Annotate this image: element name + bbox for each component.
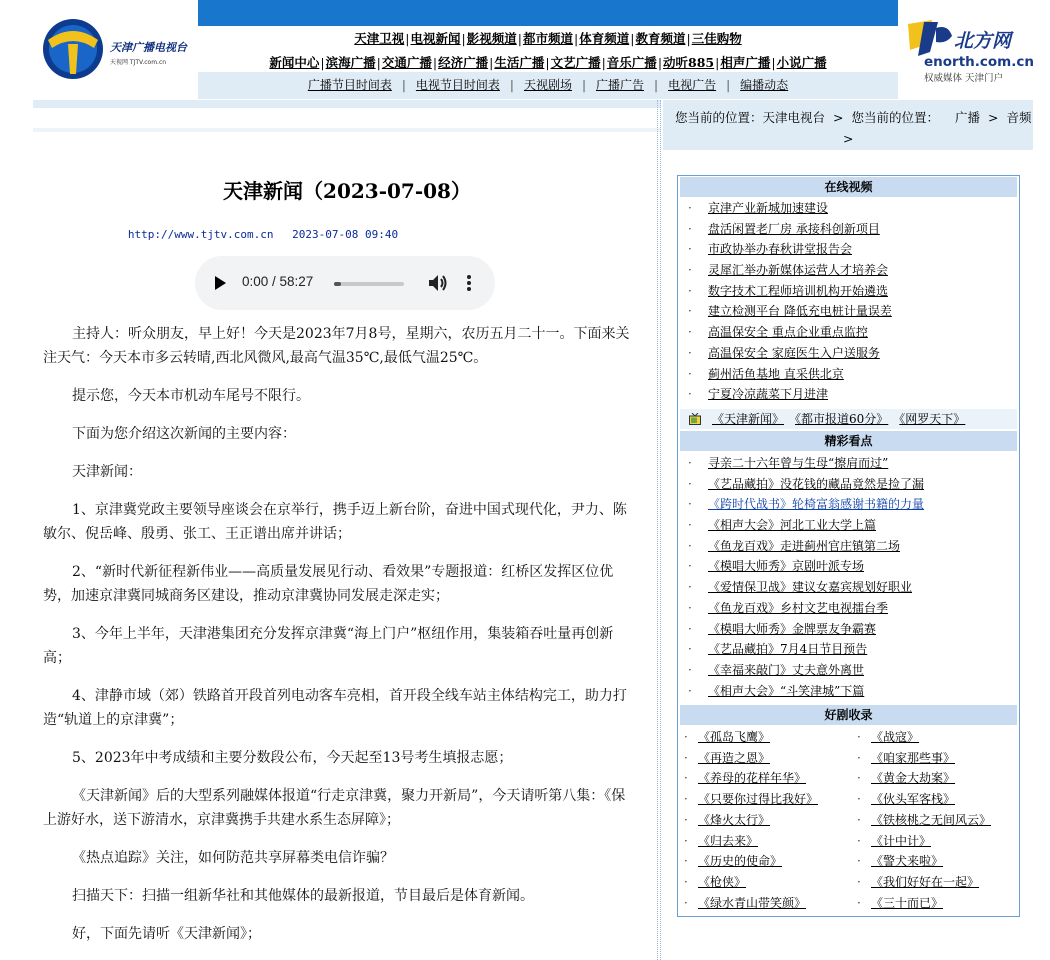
drama-item-link[interactable]: 《战寇》	[871, 730, 920, 744]
drama-item-link[interactable]: 《绿水青山带笑颜》	[698, 895, 807, 910]
radio-nav-link[interactable]: 经济广播	[438, 55, 489, 70]
enorth-logo-name: 北方网	[954, 30, 1012, 52]
online-video-item-link[interactable]: 建立检测平台 降低充电桩计量误差	[708, 304, 892, 319]
drama-item[interactable]	[857, 831, 1017, 852]
drama-item-link[interactable]: 《三十而已》	[871, 895, 944, 910]
article-title: 天津新闻（2023-07-08）	[223, 179, 471, 203]
bullet-icon: ·	[688, 366, 692, 381]
drama-item[interactable]	[684, 727, 844, 748]
sub-nav-link[interactable]: 编播动态	[740, 78, 789, 92]
highlight-item[interactable]	[688, 577, 1018, 598]
sub-nav	[198, 72, 898, 99]
main-nav-link[interactable]: 电视新闻	[410, 31, 461, 46]
highlight-item[interactable]	[688, 619, 1018, 640]
drama-item-link[interactable]: 《养母的花样年华》	[698, 771, 807, 786]
online-video-item[interactable]	[688, 260, 1018, 281]
breadcrumb-trailing-sep: >	[843, 131, 854, 146]
highlight-item[interactable]	[688, 453, 1018, 474]
highlight-item[interactable]	[688, 474, 1018, 495]
audio-time: 0:00 / 58:27	[242, 274, 314, 289]
drama-item-link[interactable]: 《归去来》	[698, 833, 759, 848]
article-paragraph: 提示您，今天本市机动车尾号不限行。	[72, 388, 310, 404]
bullet-icon: ·	[688, 538, 692, 553]
highlight-item-link[interactable]: 《模唱大师秀》京剧叶派专场	[708, 559, 865, 574]
bullet-icon: ·	[857, 874, 861, 889]
article-paragraph: 好，下面先请听《天津新闻》；	[72, 926, 261, 942]
dramas-heading: 好剧收录	[680, 705, 1017, 725]
column-divider	[657, 100, 661, 960]
bullet-icon: ·	[684, 792, 688, 807]
online-video-item-link[interactable]: 数字技术工程师培训机构开始遴选	[708, 283, 889, 298]
highlight-item[interactable]	[688, 556, 1018, 577]
bullet-icon: ·	[688, 662, 692, 677]
online-video-item-link[interactable]: 灵犀汇举办新媒体运营人才培养会	[708, 263, 889, 278]
main-nav	[198, 26, 898, 72]
radio-nav-link[interactable]: 动听885	[663, 55, 715, 70]
sub-nav-link[interactable]: 电视广告	[668, 78, 717, 92]
more-options-icon[interactable]	[465, 274, 473, 292]
nav-separator: |	[489, 55, 494, 70]
audio-progress-fill	[334, 282, 341, 286]
drama-item-link[interactable]: 《孤岛飞鹰》	[698, 730, 771, 744]
highlight-item-link[interactable]: 《鱼龙百戏》乡村文艺电视擂台季	[708, 600, 889, 615]
sub-nav-link[interactable]: 广播节目时间表	[307, 78, 392, 92]
drama-item[interactable]	[857, 851, 1017, 872]
highlight-item[interactable]	[688, 598, 1018, 619]
drama-item-link[interactable]: 《枪侠》	[698, 874, 747, 889]
radio-nav-link[interactable]: 小说广播	[776, 55, 827, 70]
breadcrumb-sep: >	[988, 110, 999, 125]
online-video-item[interactable]	[688, 301, 1018, 322]
bullet-icon: ·	[688, 621, 692, 636]
radio-nav-link[interactable]: 新闻中心	[269, 55, 320, 70]
online-video-item-link[interactable]: 市政协举办春秋讲堂报告会	[708, 242, 853, 257]
highlight-item[interactable]	[688, 515, 1018, 536]
program-links	[680, 409, 1017, 429]
online-video-item-link[interactable]: 宁夏冷凉蔬菜下月进津	[708, 387, 829, 402]
bullet-icon: ·	[684, 812, 688, 827]
highlight-item-link[interactable]: 《爱情保卫战》建议女嘉宾规划好职业	[708, 580, 913, 595]
bullet-icon: ·	[684, 771, 688, 786]
bullet-icon: ·	[688, 345, 692, 360]
highlight-item-link[interactable]: 《艺品藏拍》7月4日节目预告	[708, 642, 868, 657]
sub-nav-link[interactable]: 电视节目时间表	[415, 78, 500, 92]
nav-top-bar	[198, 0, 898, 26]
article-paragraph: 《天津新闻》后的大型系列融媒体报道“行走京津冀，聚力开新局”，今天请听第八集：《保上游好水，送下游清水，京津冀携手共建水系生态屏障》；	[43, 788, 626, 828]
highlight-item[interactable]	[688, 639, 1018, 660]
online-video-heading: 在线视频	[680, 177, 1017, 197]
article-paragraph: 4、津静市域（郊）铁路首开段首列电动客车亮相，首开段全线车站主体结构完工，助力打造“轨道上的京津冀”；	[43, 688, 627, 728]
online-video-list	[688, 198, 1018, 405]
nav-separator: |	[545, 55, 550, 70]
drama-item[interactable]	[857, 727, 1017, 748]
nav-separator: |	[517, 31, 522, 46]
article-paragraph: 5、2023年中考成绩和主要分数段公布，今天起至13号考生填报志愿；	[72, 750, 513, 766]
bullet-icon: ·	[688, 263, 692, 278]
highlight-item-link[interactable]: 《相声大会》河北工业大学上篇	[708, 518, 877, 533]
enorth-logo-slogan: 权威媒体 天津门户	[924, 73, 1004, 84]
bullet-icon: ·	[688, 221, 692, 236]
nav-separator: |	[630, 31, 635, 46]
article-datetime: 2023-07-08 09:40	[292, 228, 399, 241]
nav-separator: |	[509, 78, 514, 92]
breadcrumb-gap	[939, 110, 955, 125]
content-top-strip-2	[33, 128, 661, 132]
breadcrumb	[663, 100, 1033, 150]
article-body	[43, 322, 637, 960]
bullet-icon: ·	[684, 730, 688, 744]
highlight-item[interactable]	[688, 660, 1018, 681]
drama-item-link[interactable]: 《黄金大劫案》	[871, 771, 956, 786]
drama-item[interactable]	[857, 768, 1017, 789]
online-video-item[interactable]	[688, 239, 1018, 260]
sub-nav-link[interactable]: 广播广告	[596, 78, 645, 92]
highlights-list	[688, 453, 1018, 701]
radio-nav-link[interactable]: 交通广播	[381, 55, 432, 70]
enorth-logo-domain: enorth.com.cn	[924, 54, 1034, 70]
bullet-icon: ·	[684, 833, 688, 848]
content-top-strip	[33, 100, 661, 108]
program-link[interactable]: 《网罗天下》	[899, 412, 966, 426]
drama-item-link[interactable]: 《伙头军客栈》	[871, 792, 956, 807]
drama-item[interactable]	[684, 768, 844, 789]
drama-item[interactable]	[684, 893, 844, 914]
bullet-icon: ·	[688, 497, 692, 512]
tjtv-logo-url: 天视网 TJTV.com.cn	[110, 59, 167, 66]
drama-item[interactable]	[684, 851, 844, 872]
breadcrumb-item-location: 您当前的位置：	[851, 110, 940, 125]
article-paragraph: 1、京津冀党政主要领导座谈会在京举行，携手迈上新台阶，奋进中国式现代化，尹力、陈敏尔、倪岳峰、殷勇、张工、王正谱出席并讲话；	[43, 502, 627, 542]
article-paragraph: 主持人：听众朋友，早上好！今天是2023年7月8号，星期六，农历五月二十一。下面来关注天气：今天本市多云转晴,西北风微风,最高气温35℃,最低气温25℃。	[43, 326, 630, 366]
tv-icon	[689, 413, 701, 425]
nav-separator: |	[405, 31, 410, 46]
program-links-text	[712, 409, 976, 429]
site-header	[0, 0, 1050, 100]
highlight-item-link[interactable]: 《相声大会》“斗笑津城”下篇	[708, 683, 865, 698]
highlight-item-link[interactable]: 寻亲二十六年曾与生母“擦肩而过”	[708, 456, 889, 470]
article-paragraph: 天津新闻：	[72, 464, 142, 480]
nav-separator: |	[574, 31, 579, 46]
radio-nav-link[interactable]: 滨海广播	[325, 55, 376, 70]
nav-separator: |	[461, 31, 466, 46]
main-nav-link[interactable]: 教育频道	[635, 31, 686, 46]
bullet-icon: ·	[688, 559, 692, 574]
breadcrumb-line-1	[675, 108, 1032, 126]
article-paragraph: 3、今年上半年，天津港集团充分发挥京津冀“海上门户”枢纽作用，集装箱吞吐量再创新高；	[43, 626, 614, 666]
bullet-icon: ·	[688, 642, 692, 657]
bullet-icon: ·	[688, 387, 692, 402]
online-video-item[interactable]	[688, 384, 1018, 405]
drama-item[interactable]	[857, 893, 1017, 914]
drama-item-link[interactable]: 《烽火太行》	[698, 812, 771, 827]
radio-nav-link[interactable]: 相声广播	[720, 55, 771, 70]
radio-nav-link[interactable]: 文艺广播	[550, 55, 601, 70]
bullet-icon: ·	[857, 792, 861, 807]
breadcrumb-sep: >	[833, 110, 844, 125]
online-video-item[interactable]	[688, 281, 1018, 302]
article-meta	[33, 228, 493, 241]
audio-progress-track[interactable]	[334, 282, 404, 286]
breadcrumb-item-audio[interactable]: 音频	[1006, 110, 1032, 125]
highlight-item-link[interactable]: 《鱼龙百戏》走进蓟州官庄镇第二场	[708, 538, 901, 553]
online-video-item-link[interactable]: 盘活闲置老厂房 承接科创新项目	[708, 221, 880, 236]
bullet-icon: ·	[688, 580, 692, 595]
radio-nav-link[interactable]: 音乐广播	[606, 55, 657, 70]
highlight-item[interactable]	[688, 681, 1018, 702]
bullet-icon: ·	[857, 812, 861, 827]
drama-item[interactable]	[857, 748, 1017, 769]
article-source[interactable]: http://www.tjtv.com.cn	[127, 228, 274, 241]
bullet-icon: ·	[688, 304, 692, 319]
breadcrumb-item-radio[interactable]: 广播	[955, 110, 981, 125]
nav-separator: |	[715, 55, 720, 70]
bullet-icon: ·	[684, 895, 688, 910]
online-video-item[interactable]	[688, 343, 1018, 364]
nav-separator: |	[657, 55, 663, 70]
bullet-icon: ·	[857, 730, 861, 744]
sub-nav-link[interactable]: 天视剧场	[523, 78, 572, 92]
highlight-item[interactable]	[688, 536, 1018, 557]
bullet-icon: ·	[688, 283, 692, 298]
drama-item-link[interactable]: 《历史的使命》	[698, 854, 783, 869]
drama-item[interactable]	[857, 810, 1017, 831]
bullet-icon: ·	[684, 854, 688, 869]
online-video-item-link[interactable]: 蓟州活鱼基地 直采供北京	[708, 366, 844, 381]
nav-separator: |	[686, 31, 691, 46]
main-nav-row-2	[198, 53, 898, 71]
bullet-icon: ·	[688, 476, 692, 491]
drama-item-link[interactable]: 《再造之恩》	[698, 750, 771, 765]
drama-item[interactable]	[857, 872, 1017, 893]
play-icon[interactable]	[215, 276, 226, 290]
drama-item-link[interactable]: 《计中计》	[871, 833, 932, 848]
bullet-icon: ·	[684, 874, 688, 889]
article-paragraph: 下面为您介绍这次新闻的主要内容：	[72, 426, 296, 442]
drama-item[interactable]	[684, 748, 844, 769]
online-video-item-link[interactable]: 高温保安全 重点企业重点监控	[708, 325, 868, 340]
drama-item-link[interactable]: 《咱家那些事》	[871, 750, 956, 765]
bullet-icon: ·	[688, 456, 692, 470]
nav-separator: |	[771, 55, 776, 70]
main-nav-link[interactable]: 天津卫视	[354, 31, 405, 46]
bullet-icon: ·	[688, 242, 692, 257]
drama-item-link[interactable]: 《铁核桃之无间风云》	[871, 812, 992, 827]
program-link[interactable]: 《天津新闻》	[712, 412, 785, 426]
main-nav-link[interactable]: 体育频道	[579, 31, 630, 46]
bullet-icon: ·	[688, 201, 692, 215]
article-paragraph: 《热点追踪》关注，如何防范共享屏幕类电信诈骗？	[72, 850, 394, 866]
program-link[interactable]: 《都市报道60分》	[795, 412, 889, 426]
drama-item-link[interactable]: 《我们好好在一起》	[871, 874, 980, 889]
article-paragraph: 2、“新时代新征程新伟业——高质量发展见行动、看效果”专题报道：红桥区发挥区位优势，加速京津冀同城商务区建设，推动京津冀协同发展走深走实；	[43, 564, 614, 604]
highlight-item-link[interactable]: 《跨时代战书》轮椅富翁感谢书籍的力量	[708, 497, 925, 512]
nav-separator: |	[726, 78, 731, 92]
bullet-icon: ·	[684, 750, 688, 765]
highlight-item-link[interactable]: 《模唱大师秀》金牌票友争霸赛	[708, 621, 877, 636]
sidebar-panel	[677, 175, 1020, 917]
tjtv-logo-name: 天津广播电视台	[110, 41, 187, 54]
highlight-item[interactable]	[688, 494, 1018, 515]
bullet-icon: ·	[857, 833, 861, 848]
online-video-item[interactable]	[688, 322, 1018, 343]
nav-separator: |	[432, 55, 438, 70]
nav-separator: |	[654, 78, 659, 92]
nav-separator: |	[401, 78, 406, 92]
nav-separator: |	[320, 55, 325, 70]
main-nav-link[interactable]: 都市频道	[522, 31, 573, 46]
nav-separator: |	[581, 78, 587, 92]
bullet-icon: ·	[688, 518, 692, 533]
main-nav-link[interactable]: 三佳购物	[691, 31, 742, 46]
audio-player[interactable]	[195, 256, 495, 310]
drama-item[interactable]	[684, 872, 844, 893]
bullet-icon: ·	[688, 325, 692, 340]
drama-item[interactable]	[857, 789, 1017, 810]
bullet-icon: ·	[857, 750, 861, 765]
volume-icon[interactable]	[428, 274, 448, 292]
bullet-icon: ·	[857, 771, 861, 786]
main-nav-link[interactable]: 影视频道	[466, 31, 517, 46]
radio-nav-link[interactable]: 生活广播	[494, 55, 545, 70]
article-paragraph: 扫描天下：扫描一组新华社和其他媒体的最新报道，节目最后是体育新闻。	[72, 888, 534, 904]
online-video-item[interactable]	[688, 219, 1018, 240]
highlight-item-link[interactable]: 《幸福来敲门》丈夫意外离世	[708, 662, 865, 677]
drama-item[interactable]	[684, 789, 844, 810]
bullet-icon: ·	[857, 854, 861, 869]
bullet-icon: ·	[688, 600, 692, 615]
enorth-logo[interactable]	[902, 18, 1042, 84]
breadcrumb-item-home[interactable]: 您当前的位置：天津电视台	[675, 110, 826, 125]
tjtv-logo-icon	[42, 18, 104, 80]
online-video-item[interactable]	[688, 198, 1018, 219]
tjtv-logo[interactable]	[42, 18, 202, 78]
nav-separator: |	[376, 55, 381, 70]
drama-item[interactable]	[684, 831, 844, 852]
bullet-icon: ·	[857, 895, 861, 910]
online-video-item[interactable]	[688, 364, 1018, 385]
online-video-item-link[interactable]: 京津产业新城加速建设	[708, 201, 829, 215]
bullet-icon: ·	[688, 683, 692, 698]
nav-separator: |	[601, 55, 606, 70]
main-nav-row-1	[198, 29, 898, 47]
highlight-item-link[interactable]: 《艺品藏拍》没花钱的藏品竟然是捡了漏	[708, 476, 925, 491]
drama-item-link[interactable]: 《警犬来啦》	[871, 854, 944, 869]
drama-item-link[interactable]: 《只要你过得比我好》	[698, 792, 819, 807]
online-video-item-link[interactable]: 高温保安全 家庭医生入户送服务	[708, 345, 880, 360]
drama-item[interactable]	[684, 810, 844, 831]
highlights-heading: 精彩看点	[680, 431, 1017, 451]
